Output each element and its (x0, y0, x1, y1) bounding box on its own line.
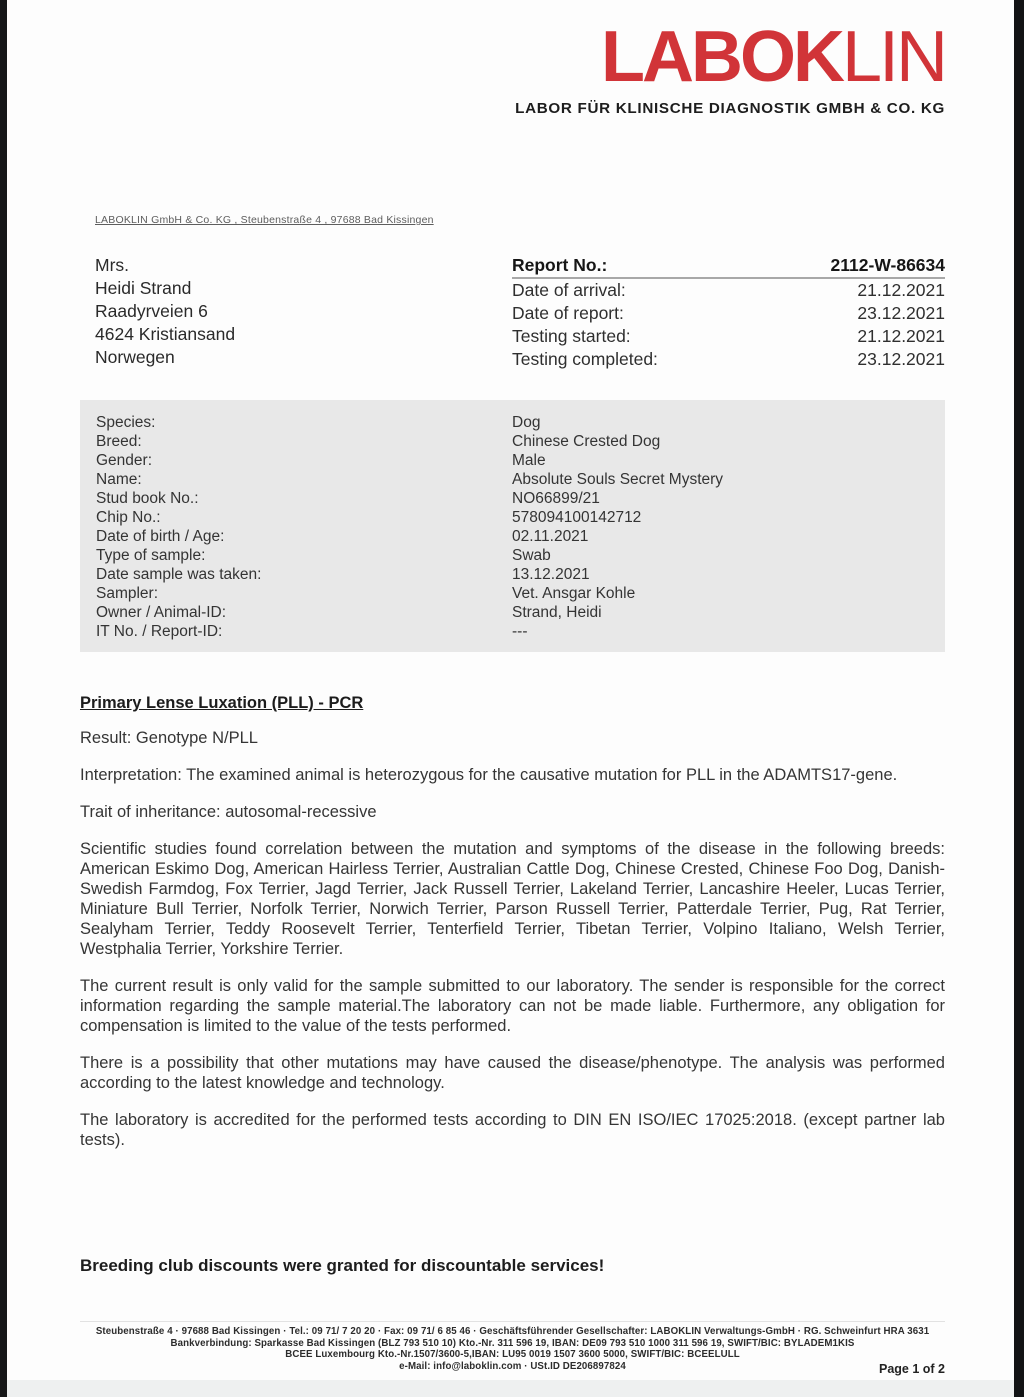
trait-line: Trait of inheritance: autosomal-recessive (80, 803, 377, 821)
sample-type-row (96, 546, 929, 565)
report-number-label: Report No.: (512, 255, 608, 275)
sample-type-value: Swab (512, 547, 551, 564)
date-of-report-label: Date of report: (512, 303, 624, 323)
logo-wordmark-bold: LABOK (600, 17, 842, 97)
validity-paragraph: The current result is only valid for the sample submitted to our laboratory. The sender is responsible for the correct information regarding the sample material.The laboratory can not be made liable. Furthermore, any obligation for compensation is limited to the value of the tests performed. (80, 977, 945, 1035)
testing-started-label: Testing started: (512, 326, 631, 346)
gender-row (96, 451, 929, 470)
date-of-arrival-value: 21.12.2021 (857, 280, 945, 300)
breed-value: Chinese Crested Dog (512, 433, 661, 450)
species-value: Dog (512, 414, 541, 431)
footer-block (80, 1321, 945, 1372)
recipient-salutation: Mrs. (95, 255, 130, 275)
it-no-value: --- (512, 623, 528, 640)
animal-name-value: Absolute Souls Secret Mystery (512, 471, 724, 488)
testing-completed-value: 23.12.2021 (857, 349, 945, 369)
breed-label: Breed: (96, 433, 142, 450)
sample-date-label: Date sample was taken: (96, 566, 262, 583)
it-no-label: IT No. / Report-ID: (96, 623, 223, 640)
testing-started-value: 21.12.2021 (857, 326, 945, 346)
species-label: Species: (96, 414, 156, 431)
result-line: Result: Genotype N/PLL (80, 729, 258, 747)
logo-wordmark-light: LIN (841, 17, 945, 97)
it-no-row (96, 622, 929, 641)
birth-date-label: Date of birth / Age: (96, 528, 225, 545)
birth-date-value: 02.11.2021 (512, 528, 589, 545)
recipient-street: Raadyrveien 6 (95, 301, 208, 321)
owner-row (96, 603, 929, 622)
sender-address-line: LABOKLIN GmbH & Co. KG , Steubenstraße 4 , 97688 Bad Kissingen (95, 214, 434, 226)
date-of-arrival-label: Date of arrival: (512, 280, 626, 300)
species-row (96, 413, 929, 432)
recipient-city: 4624 Kristiansand (95, 324, 236, 344)
chip-no-value: 578094100142712 (512, 509, 642, 526)
chip-no-row (96, 508, 929, 527)
sampler-row (96, 584, 929, 603)
laboklin-logo (515, 17, 945, 117)
test-title: Primary Lense Luxation (PLL) - PCR (80, 694, 364, 712)
footer-line-bank-1: Bankverbindung: Sparkasse Bad Kissingen (BLZ 793 510 10) Kto.-Nr. 311 596 19, IBAN: DE09 793 510 1000 311 596 19, SWIFT/BIC: BYLADEM1KIS (170, 1337, 855, 1349)
report-number-row (512, 254, 945, 279)
photo-edge-bottom (7, 1380, 1014, 1397)
breed-row (96, 432, 929, 451)
testing-completed-row (512, 348, 945, 371)
report-number-value: 2112-W-86634 (830, 255, 945, 275)
chip-no-label: Chip No.: (96, 509, 161, 526)
sample-date-row (96, 565, 929, 584)
recipient-address-block (95, 254, 235, 369)
logo-subtitle: LABOR FÜR KLINISCHE DIAGNOSTIK GMBH & CO. KG (515, 99, 945, 117)
recipient-name: Heidi Strand (95, 278, 192, 298)
sample-type-label: Type of sample: (96, 547, 206, 564)
gender-value: Male (512, 452, 546, 469)
owner-label: Owner / Animal-ID: (96, 604, 227, 621)
report-info-block (512, 254, 945, 371)
photo-edge-left (0, 0, 7, 1397)
gender-label: Gender: (96, 452, 153, 469)
stud-book-label: Stud book No.: (96, 490, 199, 507)
sample-date-value: 13.12.2021 (512, 566, 590, 583)
sampler-label: Sampler: (96, 585, 159, 602)
stud-book-value: NO66899/21 (512, 490, 600, 507)
accreditation-paragraph: The laboratory is accredited for the performed tests according to DIN EN ISO/IEC 17025:2018. (except partner lab tests). (80, 1111, 945, 1149)
stud-book-row (96, 489, 929, 508)
other-mutations-paragraph: There is a possibility that other mutations may have caused the disease/phenotype. The analysis was performed according to the latest knowledge and technology. (80, 1054, 945, 1092)
page-number: Page 1 of 2 (879, 1362, 945, 1376)
animal-name-label: Name: (96, 471, 142, 488)
birth-date-row (96, 527, 929, 546)
recipient-country: Norwegen (95, 347, 175, 367)
logo-wordmark (515, 17, 945, 97)
date-of-report-value: 23.12.2021 (857, 303, 945, 323)
footer-line-bank-2: BCEE Luxembourg Kto.-Nr.1507/3600-5,IBAN: LU95 0019 1507 3600 5000, SWIFT/BIC: BCEELULL (285, 1349, 740, 1361)
footer-line-contact: Steubenstraße 4 · 97688 Bad Kissingen · Tel.: 09 71/ 7 20 20 · Fax: 09 71/ 6 85 46 · Geschäftsführender Gesellschafter: LABOKLIN Verwaltungs-GmbH · RG. Schweinfurt HRA 3631 (95, 1326, 930, 1337)
date-of-arrival-row (512, 279, 945, 302)
discount-note: Breeding club discounts were granted for discountable services! (80, 1256, 605, 1275)
testing-started-row (512, 325, 945, 348)
interpretation-paragraph: Interpretation: The examined animal is heterozygous for the causative mutation for PLL in the ADAMTS17-gene. (80, 766, 898, 784)
sampler-value: Vet. Ansgar Kohle (512, 585, 636, 602)
breeds-paragraph: Scientific studies found correlation between the mutation and symptoms of the disease in the following breeds: American Eskimo Dog, American Hairless Terrier, Australian Cattle Dog, Chinese Crested, Chinese Foo Dog, Danish-Swedish Farmdog, Fox Terrier, Jagd Terrier, Jack Russell Terrier, Lakeland Terrier, Lancashire Heeler, Lucas Terrier, Miniature Bull Terrier, Norfolk Terrier, Norwich Terrier, Parson Russell Terrier, Patterdale Terrier, Pug, Rat Terrier, Sealyham Terrier, Teddy Roosevelt Terrier, Tenterfield Terrier, Tibetan Terrier, Volpino Italiano, Welsh Terrier, Westphalia Terrier, Yorkshire Terrier. (80, 840, 945, 958)
sample-info-box (80, 400, 945, 652)
animal-name-row (96, 470, 929, 489)
test-result-section (80, 693, 945, 1150)
footer-line-email: e-Mail: info@laboklin.com · USt.ID DE206897824 (399, 1360, 626, 1372)
date-of-report-row (512, 302, 945, 325)
testing-completed-label: Testing completed: (512, 349, 658, 369)
photo-edge-right (1014, 0, 1024, 1397)
owner-value: Strand, Heidi (512, 604, 602, 621)
